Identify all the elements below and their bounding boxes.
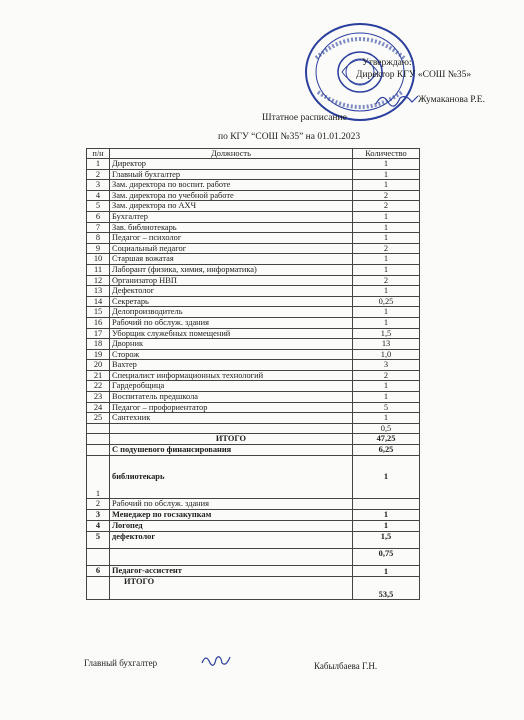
row-num: 3 [87,509,110,520]
row-qty: 1 [353,509,420,520]
approval-line-2: Директор КГУ «СОШ №35» [356,70,472,80]
table-row [87,423,420,434]
row-num: 23 [87,392,110,403]
row-position: Педагог – психолог [110,233,353,244]
row-position: Специалист информационных технологий [110,370,353,381]
row-qty: 1 [353,413,420,424]
row-num: 8 [87,233,110,244]
row-position: Логопед [110,520,353,531]
total-row-2 [87,576,420,599]
header-position: Должность [110,149,353,159]
header-qty: Количество [353,149,420,159]
row-qty: 1 [353,520,420,531]
table-row [87,264,420,275]
row-qty: 2 [353,243,420,254]
table-row [87,402,420,413]
row-num: 12 [87,275,110,286]
total-label-2: ИТОГО [110,576,353,599]
row-qty: 0,75 [353,548,420,565]
row-position: Организатор НВП [110,275,353,286]
table-row [87,509,420,520]
row-num: 6 [87,565,110,576]
row-qty: 1 [353,159,420,170]
accountant-signature [200,651,232,671]
table-row [87,548,420,565]
approval-line-1: Утверждаю: [362,58,412,68]
row-num: 6 [87,211,110,222]
total-qty-2: 53,5 [353,576,420,599]
total-row-1 [87,434,420,445]
table-row [87,370,420,381]
table-row [87,455,420,498]
row-position: Лаборант (физика, химия, информатика) [110,264,353,275]
row-position: Гардеробщица [110,381,353,392]
row-qty: 1 [353,317,420,328]
document-subtitle: по КГУ “СОШ №35” на 01.01.2023 [218,132,361,142]
table-row [87,243,420,254]
row-num: 20 [87,360,110,371]
row-position: Рабочий по обслуж. здания [110,498,353,509]
approval-signer: Жумаканова Р.Е. [418,95,485,105]
total-qty-1: 47,25 [353,434,420,445]
approval-block [356,57,472,81]
row-qty: 1 [353,286,420,297]
row-num: 25 [87,413,110,424]
row-qty: 2 [353,190,420,201]
row-num: 17 [87,328,110,339]
row-position: Бухгалтер [110,211,353,222]
staff-table [86,148,420,600]
row-num: 10 [87,254,110,265]
row-position: Главный бухгалтер [110,169,353,180]
row-position: Сантехник [110,413,353,424]
row-qty: 5 [353,402,420,413]
row-num: 19 [87,349,110,360]
row-num: 22 [87,381,110,392]
row-num: 7 [87,222,110,233]
table-row [87,360,420,371]
row-qty: 1 [353,392,420,403]
row-qty: 0,5 [353,423,420,434]
row-num: 9 [87,243,110,254]
table-row [87,211,420,222]
row-qty: 2 [353,275,420,286]
row-num: 15 [87,307,110,318]
row-qty: 1 [353,180,420,191]
table-row [87,159,420,170]
footer-role: Главный бухгалтер [84,658,158,668]
row-qty: 2 [353,201,420,212]
row-qty: 3 [353,360,420,371]
row-position: Педагог-ассистент [110,565,353,576]
table-row [87,349,420,360]
row-position: библиотекарь [110,455,353,498]
row-qty: 1 [353,222,420,233]
table-row [87,381,420,392]
table-row [87,531,420,548]
row-position: Делопроизводитель [110,307,353,318]
row-num: 2 [87,169,110,180]
per-capita-qty: 6,25 [353,445,420,456]
row-position: Менеджер по госзакупкам [110,509,353,520]
row-num: 13 [87,286,110,297]
row-qty: 2 [353,370,420,381]
row-qty: 1 [353,264,420,275]
row-num: 1 [87,159,110,170]
table-row [87,296,420,307]
row-num: 11 [87,264,110,275]
table-row [87,169,420,180]
row-num: 24 [87,402,110,413]
row-qty: 1 [353,233,420,244]
table-row [87,307,420,318]
table-row [87,339,420,350]
table-row [87,413,420,424]
row-position: Директор [110,159,353,170]
table-row [87,180,420,191]
row-position: Воспитатель предшкола [110,392,353,403]
row-position: Сторож [110,349,353,360]
row-position: Дефектолог [110,286,353,297]
row-num: 3 [87,180,110,191]
row-position: Секретарь [110,296,353,307]
row-position: Зам. директора по воспит. работе [110,180,353,191]
per-capita-row [87,445,420,456]
row-qty: 1 [353,307,420,318]
total-label-1: ИТОГО [110,434,353,445]
row-position: дефектолог [110,531,353,548]
table-row [87,201,420,212]
row-num: 14 [87,296,110,307]
row-num: 18 [87,339,110,350]
row-qty: 1,5 [353,531,420,548]
row-qty: 1 [353,211,420,222]
director-signature [372,88,422,110]
row-position: Педагог – профориентатор [110,402,353,413]
row-qty: 1,5 [353,328,420,339]
table-row [87,275,420,286]
row-num: 5 [87,201,110,212]
row-num: 21 [87,370,110,381]
per-capita-label: С подушевого финансирования [110,445,353,456]
row-qty [353,498,420,509]
row-qty: 1 [353,169,420,180]
row-qty: 1 [353,381,420,392]
row-position: Зам. директора по учебной работе [110,190,353,201]
table-row [87,328,420,339]
table-row [87,286,420,297]
document-title: Штатное расписание [262,113,347,123]
table-row [87,190,420,201]
row-num: 5 [87,531,110,548]
header-num: п/н [87,149,110,159]
table-row [87,233,420,244]
row-num: 1 [87,455,110,498]
table-row [87,222,420,233]
row-qty: 1 [353,455,420,498]
table-row [87,565,420,576]
row-position: Социальный педагог [110,243,353,254]
table-header [87,149,420,159]
table-row [87,317,420,328]
row-qty: 0,25 [353,296,420,307]
table-row [87,498,420,509]
row-qty: 13 [353,339,420,350]
row-num: 2 [87,498,110,509]
footer-name: Кабылбаева Г.Н. [314,661,378,671]
row-qty: 1,0 [353,349,420,360]
table-row [87,254,420,265]
row-position: Зав. библиотекарь [110,222,353,233]
row-position: Дворник [110,339,353,350]
row-position: Вахтер [110,360,353,371]
table-row [87,392,420,403]
row-num: 4 [87,520,110,531]
row-position: Зам. директора по АХЧ [110,201,353,212]
row-num: 4 [87,190,110,201]
row-num: 16 [87,317,110,328]
row-position: Рабочий по обслуж. здания [110,317,353,328]
row-qty: 1 [353,565,420,576]
table-row [87,520,420,531]
row-qty: 1 [353,254,420,265]
row-position: Уборщик служебных помещений [110,328,353,339]
row-position: Старшая вожатая [110,254,353,265]
